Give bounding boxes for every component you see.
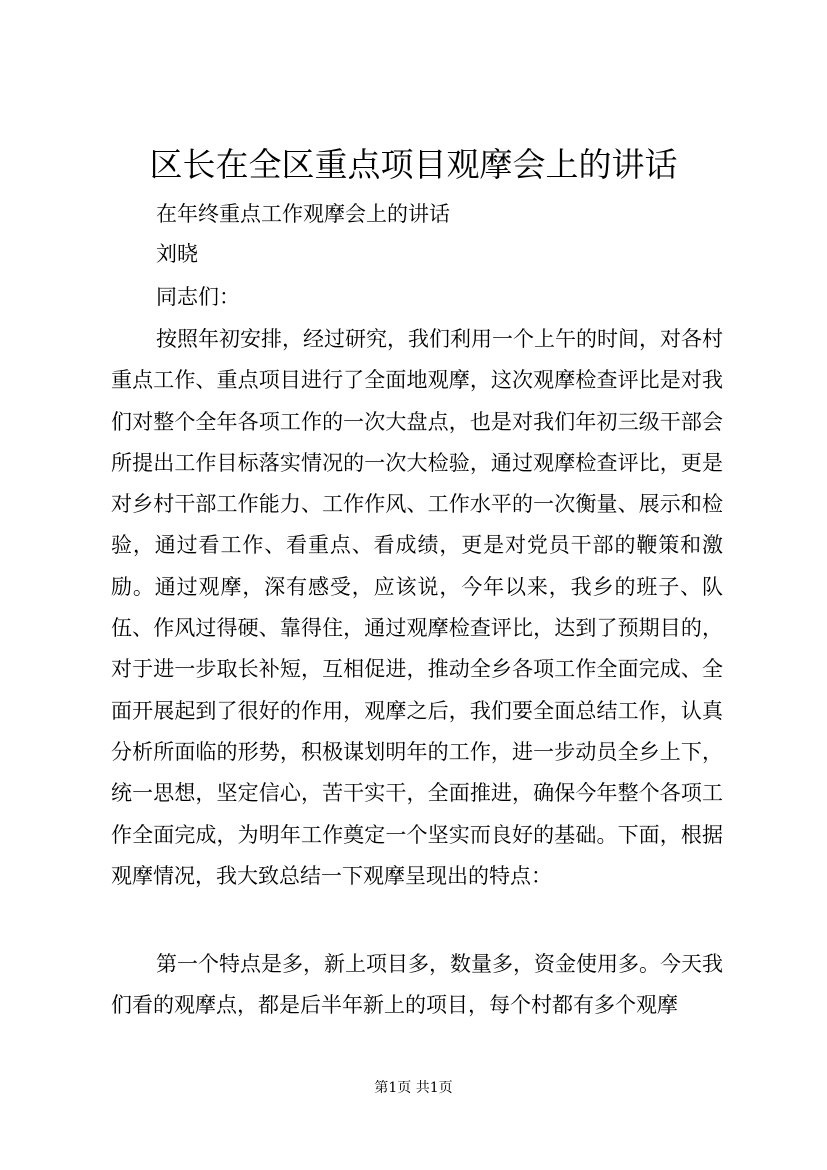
page-number: 第1页 共1页 bbox=[374, 1080, 453, 1096]
paragraph-1: 按照年初安排，经过研究，我们利用一个上午的时间，对各村重点工作、重点项目进行了全面地观摩，这次观摩检查评比是对我们对整个全年各项工作的一次大盘点，也是对我们年初三级干部会所提出工作目标落实情况的一次大检验，通过观摩检查评比，更是对乡村干部工作能力、工作作风、工作水平的一次衡量、展示和检验，通过看工作、看重点、看成绩，更是对党员干部的鞭策和激励。通过观摩，深有感受，应该说，今年以来，我乡的班子、队伍、作风过得硬、靠得住，通过观摩检查评比，达到了预期目的，对于进一步取长补短，互相促进，推动全乡各项工作全面完成、全面开展起到了很好的作用，观摩之后，我们要全面总结工作，认真分析所面临的形势，积极谋划明年的工作，进一步动员全乡上下，统一思想，坚定信心，苦干实干，全面推进，确保今年整个各项工作全面完成，为明年工作奠定一个坚实而良好的基础。下面，根据观摩情况，我大致总结一下观摩呈现出的特点： bbox=[111, 327, 723, 888]
document-subtitle: 在年终重点工作观摩会上的讲话 bbox=[156, 202, 450, 226]
document-author: 刘晓 bbox=[156, 242, 198, 266]
salutation: 同志们： bbox=[156, 285, 240, 309]
document-title: 区长在全区重点项目观摩会上的讲话 bbox=[149, 145, 678, 184]
paragraph-2: 第一个特点是多，新上项目多，数量多，资金使用多。今天我们看的观摩点，都是后半年新上的项目，每个村都有多个观摩 bbox=[111, 952, 723, 1018]
